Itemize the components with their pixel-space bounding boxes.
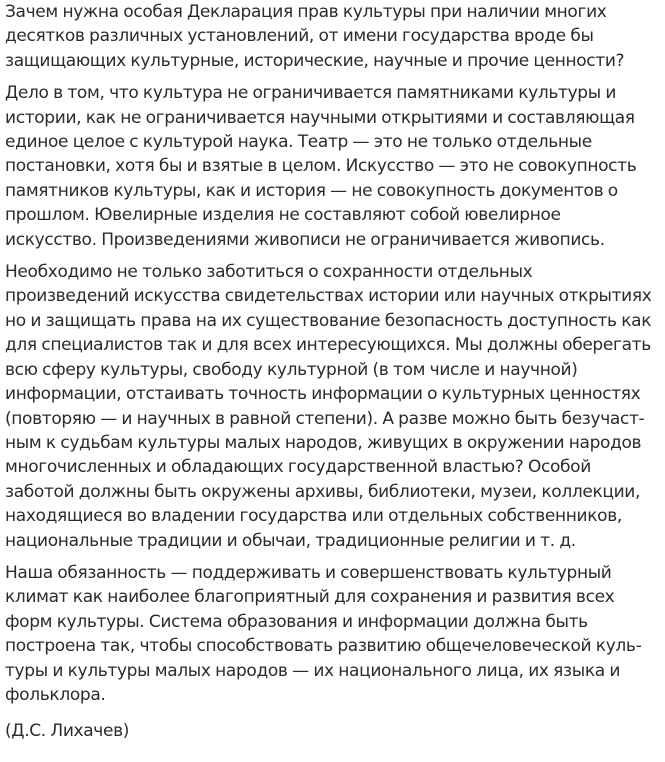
text-line: многочисленных и обладающих государственной властью? Особой	[5, 457, 591, 478]
text-line: туры и культуры малых народов — их национального лица, их языка и	[5, 660, 621, 681]
text-line: но и защищать права на их существование безопасность доступность как	[5, 310, 652, 331]
text-line: памятников культуры, как и история — не совокупность документов о	[5, 180, 618, 201]
text-line: истории, как не ограничивается научными открытиями и составляющая	[5, 107, 635, 128]
text-line: Дело в том, что культура не ограничивается памятниками культуры и	[5, 83, 617, 104]
text-line: национальные традиции и обычаи, традиционные религии и т. д.	[5, 530, 576, 551]
paragraph-2	[5, 81, 661, 252]
text-line: десятков различных установлений, от имени государства вроде бы	[5, 26, 594, 47]
text-line: фольклора.	[5, 684, 106, 705]
text-line: (повторяю — и научных в равной степени). А разве можно быть безучаст-	[5, 408, 645, 429]
text-line: построена так, чтобы способствовать развитию общечеловеческой куль-	[5, 636, 642, 657]
text-line: заботой должны быть окружены архивы, библиотеки, музеи, коллекции,	[5, 481, 641, 502]
text-line: защищающих культурные, исторические, научные и прочие ценности?	[5, 50, 625, 71]
text-line: климат как наиболее благоприятный для сохранения и развития всех	[5, 587, 615, 608]
author-attribution: (Д.С. Лихачев)	[5, 721, 130, 742]
text-line: искусство. Произведениями живописи не ограничивается живопись.	[5, 229, 605, 250]
text-line: ным к судьбам культуры малых народов, живущих в окружении народов	[5, 432, 642, 453]
text-line: информации, отстаивать точность информации о культурных ценностях	[5, 384, 641, 405]
paragraph-3	[5, 260, 661, 553]
text-line: всю сферу культуры, свободу культурной (в том числе и научной)	[5, 359, 578, 380]
text-line: для специалистов так и для всех интересующихся. Мы должны оберегать	[5, 335, 651, 356]
text-line: Необходимо не только заботиться о сохранности отдельных	[5, 262, 533, 283]
paragraph-1	[5, 0, 661, 73]
text-line: Зачем нужна особая Декларация прав культуры при наличии многих	[5, 2, 607, 22]
text-line: постановки, хотя бы и взятые в целом. Искусство — это не совокупность	[5, 156, 637, 177]
text-line: прошлом. Ювелирные изделия не составляют собой ювелирное	[5, 205, 561, 226]
document-body	[5, 0, 661, 752]
text-line: форм культуры. Система образования и информации должна быть	[5, 611, 588, 632]
text-line: Наша обязанность — поддерживать и совершенствовать культурный	[5, 562, 612, 583]
text-line: единое целое с культурой наука. Театр — это не только отдельные	[5, 132, 592, 153]
paragraph-4	[5, 561, 661, 707]
text-line: находящиеся во владении государства или отдельных собственников,	[5, 506, 622, 527]
text-line: произведений искусства свидетельствах истории или научных открытиях	[5, 286, 652, 307]
